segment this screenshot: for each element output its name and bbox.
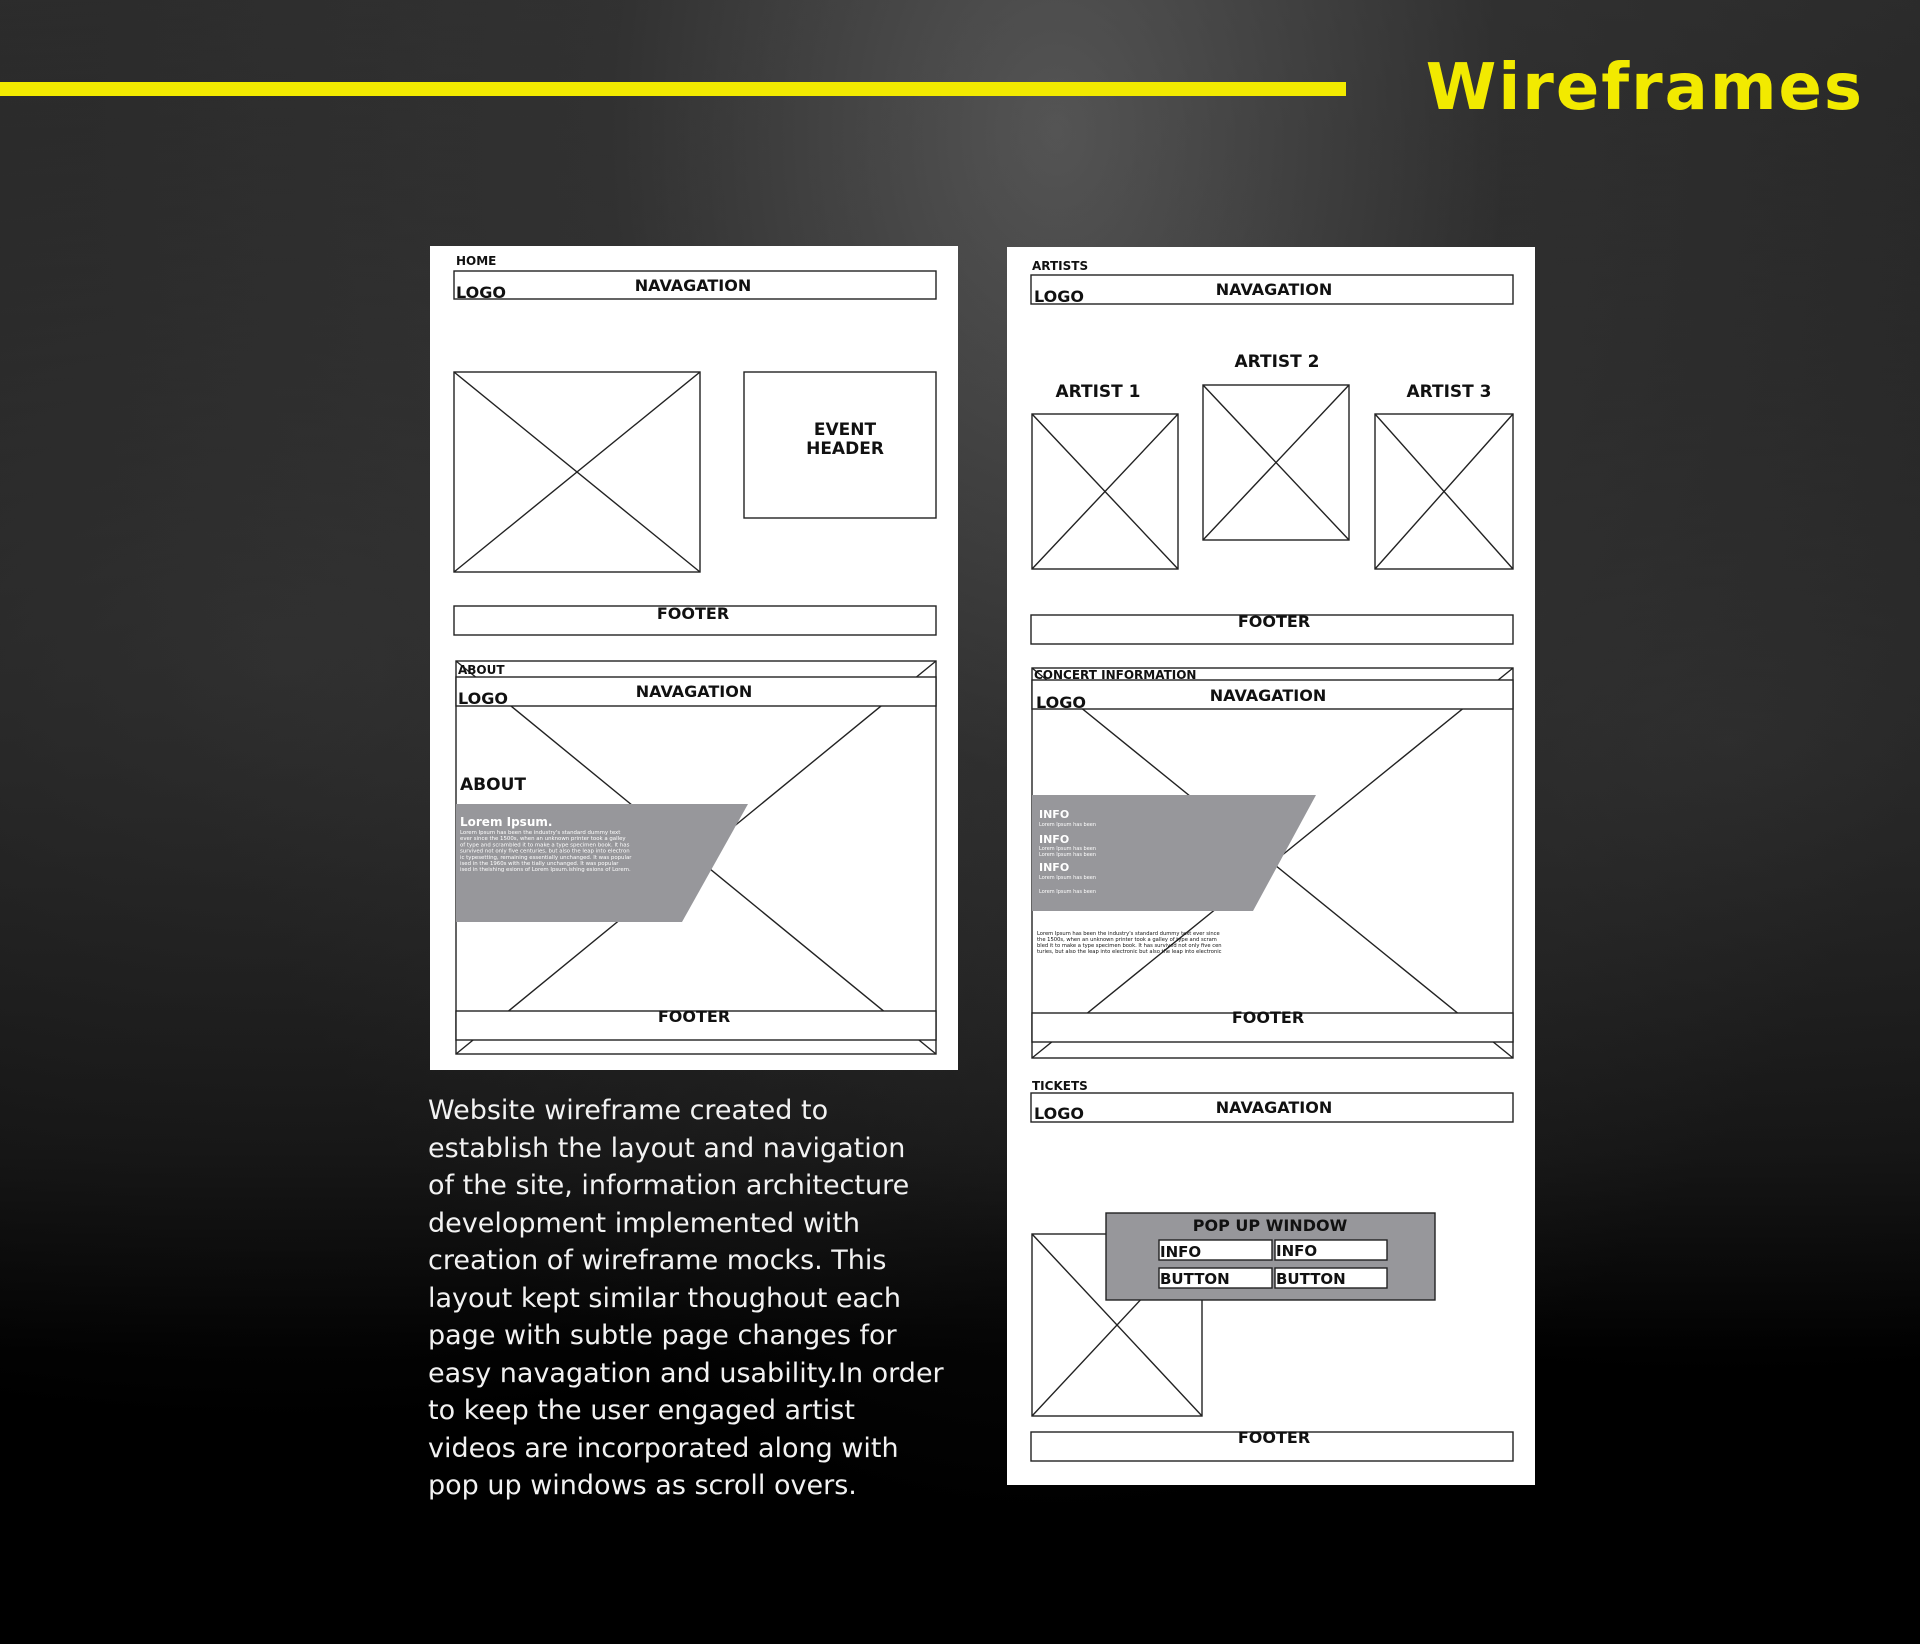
page-title: Wireframes [1425, 51, 1864, 125]
paragraph-line: ic typesetting, remaining essentially unchanged. It was popular [460, 854, 632, 861]
artist-3-label: ARTIST 3 [1406, 382, 1492, 402]
concert-logo: LOGO [1036, 693, 1086, 712]
about-heading: ABOUT [460, 775, 526, 795]
tickets-nav: NAVAGATION [1215, 1098, 1333, 1117]
popup-title: POP UP WINDOW [1192, 1216, 1348, 1235]
concert-info-2-sub-b: Lorem Ipsum has been [1039, 852, 1097, 858]
concert-nav: NAVAGATION [1209, 686, 1327, 705]
artists-nav: NAVAGATION [1215, 280, 1333, 299]
home-image-placeholder [454, 372, 700, 572]
about-nav: NAVAGATION [635, 682, 753, 701]
paragraph-line: turies, but also the leap into electronic but also the leap into electronic [1037, 949, 1222, 955]
popup-button-label-2: BUTTON [1276, 1270, 1346, 1288]
about-lorem-title: Lorem Ipsum. [460, 815, 553, 829]
tickets-footer: FOOTER [1237, 1428, 1311, 1447]
about-footer: FOOTER [657, 1007, 731, 1026]
paragraph-line: of type and scrambled it to make a type specimen book. It has [460, 842, 630, 849]
about-page-label: ABOUT [458, 663, 505, 677]
artist-1-label: ARTIST 1 [1055, 382, 1141, 402]
paragraph-line: bled it to make a type specimen book. It has survived not only five cen [1037, 943, 1222, 949]
artists-logo: LOGO [1034, 287, 1084, 306]
paragraph-line: Lorem Ipsum has been the industry's standard dummy text ever since [1037, 931, 1220, 937]
concert-footer: FOOTER [1231, 1008, 1305, 1027]
paragraph-line: Lorem Ipsum has been the industry's standard dummy text [460, 830, 621, 836]
concert-info-2-sub-a: Lorem Ipsum has been [1039, 846, 1097, 852]
paragraph-line: the 1500s, when an unknown printer took a galley of type and scram [1037, 937, 1217, 943]
artist-2-image [1203, 385, 1349, 540]
artist-3-image [1375, 414, 1513, 569]
home-page-label: HOME [456, 254, 497, 268]
artists-footer: FOOTER [1237, 612, 1311, 631]
home-logo: LOGO [456, 283, 506, 302]
right-wireframe-drawing [1007, 247, 1535, 1485]
concert-info-1: INFO [1039, 808, 1070, 821]
paragraph-line: survived not only five centuries, but also the leap into electron [460, 848, 630, 855]
popup-info-label-2: INFO [1276, 1242, 1318, 1260]
artist-1-image [1032, 414, 1178, 569]
concert-info-3: INFO [1039, 861, 1070, 874]
left-wireframe-drawing [430, 246, 958, 1070]
concert-info-3-sub-b: Lorem Ipsum has been [1039, 889, 1097, 895]
home-nav: NAVAGATION [634, 276, 752, 295]
paragraph-line: ised in the 1960s with the tially unchanged. It was popular [460, 861, 619, 867]
left-wireframe-panel [430, 246, 958, 1070]
paragraph-line: ever since the 1500s, when an unknown printer took a galley [460, 836, 626, 843]
concert-info-2: INFO [1039, 833, 1070, 846]
tickets-logo: LOGO [1034, 1104, 1084, 1123]
description-text: Website wireframe created to establish the layout and navigation of the site, information architecture development implemented with creation of wireframe mocks. This layout kept similar thoughout each page with subtle page changes for easy navagation and usability.In order to keep the user engaged artist videos are incorporated along with pop up windows as scroll overs. [428, 1095, 944, 1501]
about-lorem-text [460, 830, 632, 873]
artist-2-label: ARTIST 2 [1234, 352, 1320, 372]
concert-page-label: CONCERT INFORMATION [1034, 668, 1197, 682]
tickets-page-label: TICKETS [1032, 1079, 1088, 1093]
home-event-line2: HEADER [806, 439, 884, 459]
home-footer: FOOTER [656, 604, 730, 623]
right-wireframe-panel [1007, 247, 1535, 1485]
popup-button-label-1: BUTTON [1160, 1270, 1230, 1288]
concert-info-1-sub: Lorem Ipsum has been [1039, 822, 1097, 828]
popup-info-label-1: INFO [1160, 1243, 1202, 1261]
paragraph-line: ised in theishing esions of Lorem Ipsum.ishing esions of Lorem. [460, 867, 631, 874]
concert-info-3-sub-a: Lorem Ipsum has been [1039, 875, 1097, 881]
concert-body-text [1037, 931, 1222, 955]
about-logo: LOGO [458, 689, 508, 708]
artists-page-label: ARTISTS [1032, 259, 1089, 273]
home-event-line1: EVENT [813, 420, 877, 440]
header-rule [0, 82, 1346, 96]
